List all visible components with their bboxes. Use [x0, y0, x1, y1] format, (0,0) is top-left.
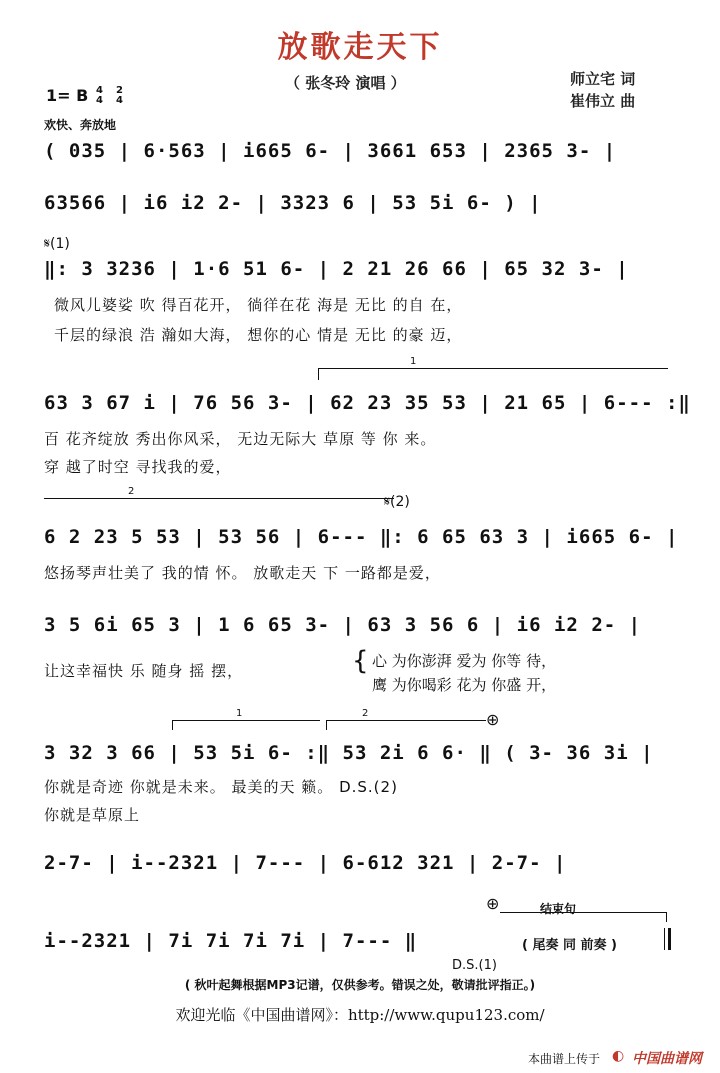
ending-label: 结束句: [540, 902, 577, 916]
score-row-1: ( 035 | 6·563 | i665 6- | 3661 653 | 2365 3- |: [44, 140, 617, 162]
lyric-row-6-branch-1: 心 为你澎湃 爱为 你等 待，: [372, 652, 557, 670]
brand-name: 中国曲谱网: [632, 1051, 702, 1067]
segno-mark-2: 𝄋(2): [384, 494, 410, 510]
singer-credit: （ 张冬玲 演唱 ）: [285, 74, 406, 92]
lyric-row-6: 让这幸福快 乐 随身 摇 摆，: [44, 662, 244, 680]
key-signature: 1= B: [46, 86, 89, 105]
final-barline-thick: [668, 928, 671, 950]
segno-mark-1: 𝄋(1): [44, 236, 70, 252]
score-row-5: 6 2 23 5 53 | 53 56 | 6--- ‖: 6 65 63 3 | i665 6- |: [44, 526, 679, 548]
volta-bracket-1: [318, 368, 668, 369]
volta-bracket-row7-2: [326, 720, 486, 721]
score-row-8: 2-7- | i--2321 | 7--- | 6-612 321 | 2-7- |: [44, 852, 567, 874]
score-row-2: 63566 | i6 i2 2- | 3323 6 | 53 5i 6- ) |: [44, 192, 542, 214]
score-row-6: 3 5 6i 65 3 | 1 6 65 3- | 63 3 56 6 | i6 i2 2- |: [44, 614, 642, 636]
coda-mark-1: ⊕: [486, 710, 500, 729]
volta-bracket-row7-1: [172, 720, 320, 721]
tempo-marking: 欢快、奔放地: [44, 118, 117, 132]
volta-number-2: 2: [128, 486, 135, 497]
upload-label: 本曲谱上传于: [528, 1052, 601, 1066]
ds-1-mark: D.S.(1): [452, 958, 497, 973]
brand-logo-icon: ◐: [612, 1048, 625, 1064]
composer-credit: 崔伟立 曲: [570, 92, 636, 110]
volta-number-row7-1: 1: [236, 708, 243, 719]
score-row-9: i--2321 | 7i 7i 7i 7i | 7--- ‖: [44, 930, 418, 952]
score-row-7: 3 32 3 66 | 53 5i 6- :‖ 53 2i 6 6· ‖ ( 3- 36 3i |: [44, 742, 654, 764]
volta-bracket-row7-1-left: [172, 720, 173, 730]
lyric-row-7-verse-2: 你就是草原上: [44, 806, 141, 824]
lyric-row-7-verse-1: 你就是奇迹 你就是未来。 最美的天 籁。 D.S.(2): [44, 778, 398, 796]
lyric-row-4-verse-1: 百 花齐绽放 秀出你风采， 无边无际大 草原 等 你 来。: [44, 430, 437, 448]
volta-number-row7-2: 2: [362, 708, 369, 719]
ending-bracket: [500, 912, 666, 913]
lyricist-credit: 师立宅 词: [570, 70, 636, 88]
lyric-row-4-verse-2: 穿 越了时空 寻找我的爱，: [44, 458, 232, 476]
lyric-row-6-branch-2: 鹰 为你喝彩 花为 你盛 开，: [372, 676, 557, 694]
meter-a: 4 4: [96, 85, 103, 106]
lyric-row-5: 悠扬琴声壮美了 我的情 怀。 放歌走天 下 一路都是爱，: [44, 564, 441, 582]
volta-bracket-row7-2-left: [326, 720, 327, 730]
meter-b: 2 4: [116, 85, 123, 106]
outro-note: ( 尾奏 同 前奏 ): [522, 938, 617, 953]
welcome-line: 欢迎光临《中国曲谱网》：http://www.qupu123.com/: [175, 1006, 545, 1024]
volta-number-1: 1: [410, 356, 417, 367]
lyric-row-3-verse-2: 千层的绿浪 浩 瀚如大海， 想你的心 情是 无比 的豪 迈，: [54, 326, 463, 344]
volta-bracket-2: [44, 498, 394, 499]
ending-bracket-right: [666, 912, 667, 922]
score-row-3: ‖: 3 3236 | 1·6 51 6- | 2 21 26 66 | 65 32 3- |: [44, 258, 629, 280]
lyric-row-3-verse-1: 微风儿婆娑 吹 得百花开， 徜徉在花 海是 无比 的自 在，: [54, 296, 463, 314]
song-title: 放歌走天下: [277, 30, 443, 65]
volta-bracket-1-left: [318, 368, 319, 380]
transcription-note: ( 秋叶起舞根据MP3记谱，仅供参考。错误之处，敬请批评指正。): [184, 978, 536, 992]
final-barline-thin: [664, 928, 665, 950]
coda-mark-2: ⊕: [486, 894, 500, 913]
score-row-4: 63 3 67 i | 76 56 3- | 62 23 35 53 | 21 65 | 6--- :‖: [44, 392, 691, 414]
lyric-brace: {: [352, 646, 369, 676]
